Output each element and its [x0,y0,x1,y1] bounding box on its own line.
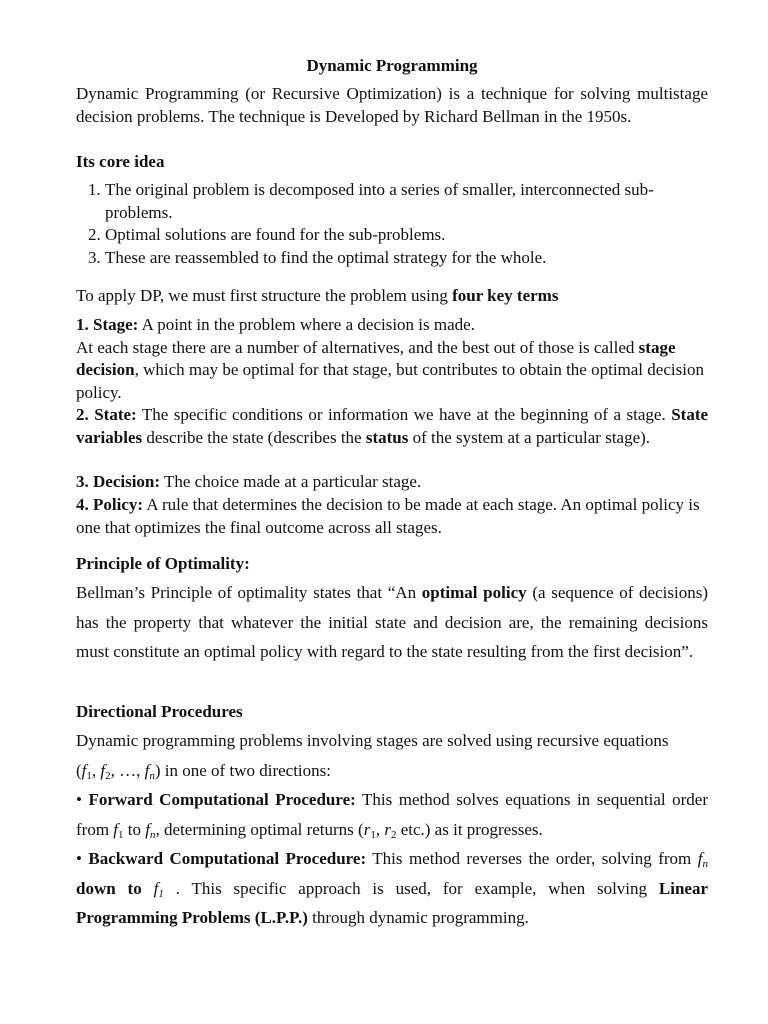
subscript-n: n [149,769,155,782]
stage-more-2: , which may be optimal for that stage, but contributes to obtain the optimal decision policy. [76,360,704,402]
subscript-n: n [702,858,708,870]
f-symbol: f [100,760,106,780]
apply-text: To apply DP, we must first structure the problem using [76,286,453,305]
subscript-n: n [150,828,156,841]
optimality-heading: Principle of Optimality: [76,554,250,573]
ellipsis: … [119,760,137,780]
backward-text-2: . This specific approach is used, for example, when solving [163,878,659,898]
equation-close: ) in one of two directions: [154,760,331,780]
bullet: • [76,790,82,809]
f-symbol: f [81,760,87,780]
f-symbol: f [113,819,119,839]
intro-paragraph [76,83,708,128]
subscript-1: 1 [118,828,124,841]
stage-decision: stage decision [76,337,676,379]
f-symbol: f [145,819,150,839]
directional-intro: Dynamic programming problems involving stages are solved using recursive equations ($f_1$, $f_2$, …, $f_n$) in one of two directions: [76,731,669,782]
list-item: 2. Optimal solutions are found for the sub-problems. [105,224,717,247]
backward-procedure [76,844,708,933]
subscript-1: 1 [86,769,92,782]
forward-text: This method solves equations in sequential order from [76,790,708,839]
decision-label: 3. Decision: [76,472,161,491]
forward-text-2: , determining optimal returns ( [155,819,364,839]
f-symbol: f [144,760,150,780]
intro-text: Dynamic Programming (or Recursive Optimization) is a technique for solving multistage decision problems. The technique is Developed by Richard Bellman in the 1950s. [76,84,708,126]
subscript-1: 1 [158,887,164,900]
lpp-label: Linear Programming Problems (L.P.P.) [76,878,708,927]
four-key-terms: four key terms [452,286,559,305]
backward-label: Backward Computational Procedure: [88,849,367,868]
state-label: 2. State: [76,405,137,424]
bullet: • [76,849,82,868]
backward-end: through dynamic programming. [307,908,529,927]
page-title: Dynamic Programming [306,56,478,75]
optimality-text-1: Bellman’s Principle of optimality states that “An [76,583,422,602]
decision-term [76,471,708,494]
r-symbol: r [363,819,371,839]
decision-text: The choice made at a particular stage. [160,472,422,491]
stage-term [76,314,708,404]
state-vars-text: describe the state (describes the [142,427,366,447]
stage-more-1: At each stage there are a number of alternatives, and the best out of those is called [76,337,635,357]
list-item: 1. The original problem is decomposed into a series of smaller, interconnected sub-problems. [105,179,717,224]
equation-open: ( [76,760,82,780]
optimal-policy: optimal policy [421,583,527,602]
apply-paragraph [76,285,708,308]
optimality-paragraph [76,578,708,667]
core-heading: Its core idea [76,152,165,171]
state-variables: State variables [76,405,709,447]
forward-procedure: • Forward Computational Procedure: This method solves equations in sequential order from $f_1$ to $f_n$, determining optimal returns ($r_1$, $r_2$ etc.) as it progresses. [76,790,708,841]
subscript-1: 1 [370,828,376,841]
subscript-2: 2 [390,828,397,841]
optimality-text-2: (a sequence of decisions) has the property that whatever the initial state and decision are, the remaining decisions must constitute an optimal policy with regard to the state resulting from the first decision”. [76,583,708,661]
down-to: down to [76,878,154,898]
status-word: status [365,427,409,447]
state-end: of the system at a particular stage). [408,427,651,447]
policy-text: A rule that determines the decision to be made at each stage. An optimal policy is one that optimizes the final outcome across all stages. [76,495,700,537]
forward-label: Forward Computational Procedure: [88,790,356,809]
forward-text-3: etc.) as it progresses. [396,819,543,839]
f-symbol: f [153,878,159,898]
core-idea-list [76,179,717,269]
policy-label: 4. Policy: [76,495,144,514]
backward-text: This method reverses the order, solving from [366,849,692,868]
subscript-2: 2 [105,769,111,782]
r-symbol: r [384,819,391,839]
list-item: 3. These are reassembled to find the optimal strategy for the whole. [105,247,717,270]
state-term [76,404,708,449]
stage-label: 1. Stage: [76,315,139,334]
state-text: The specific conditions or information we have at the beginning of a stage. [136,405,666,424]
directional-heading: Directional Procedures [76,702,243,721]
stage-text: A point in the problem where a decision is made. [138,315,475,334]
directional-intro-text: Dynamic programming problems involving stages are solved using recursive equations [76,731,669,750]
policy-term [76,494,708,539]
to-word: to [123,819,146,839]
f-symbol: f [697,849,703,868]
